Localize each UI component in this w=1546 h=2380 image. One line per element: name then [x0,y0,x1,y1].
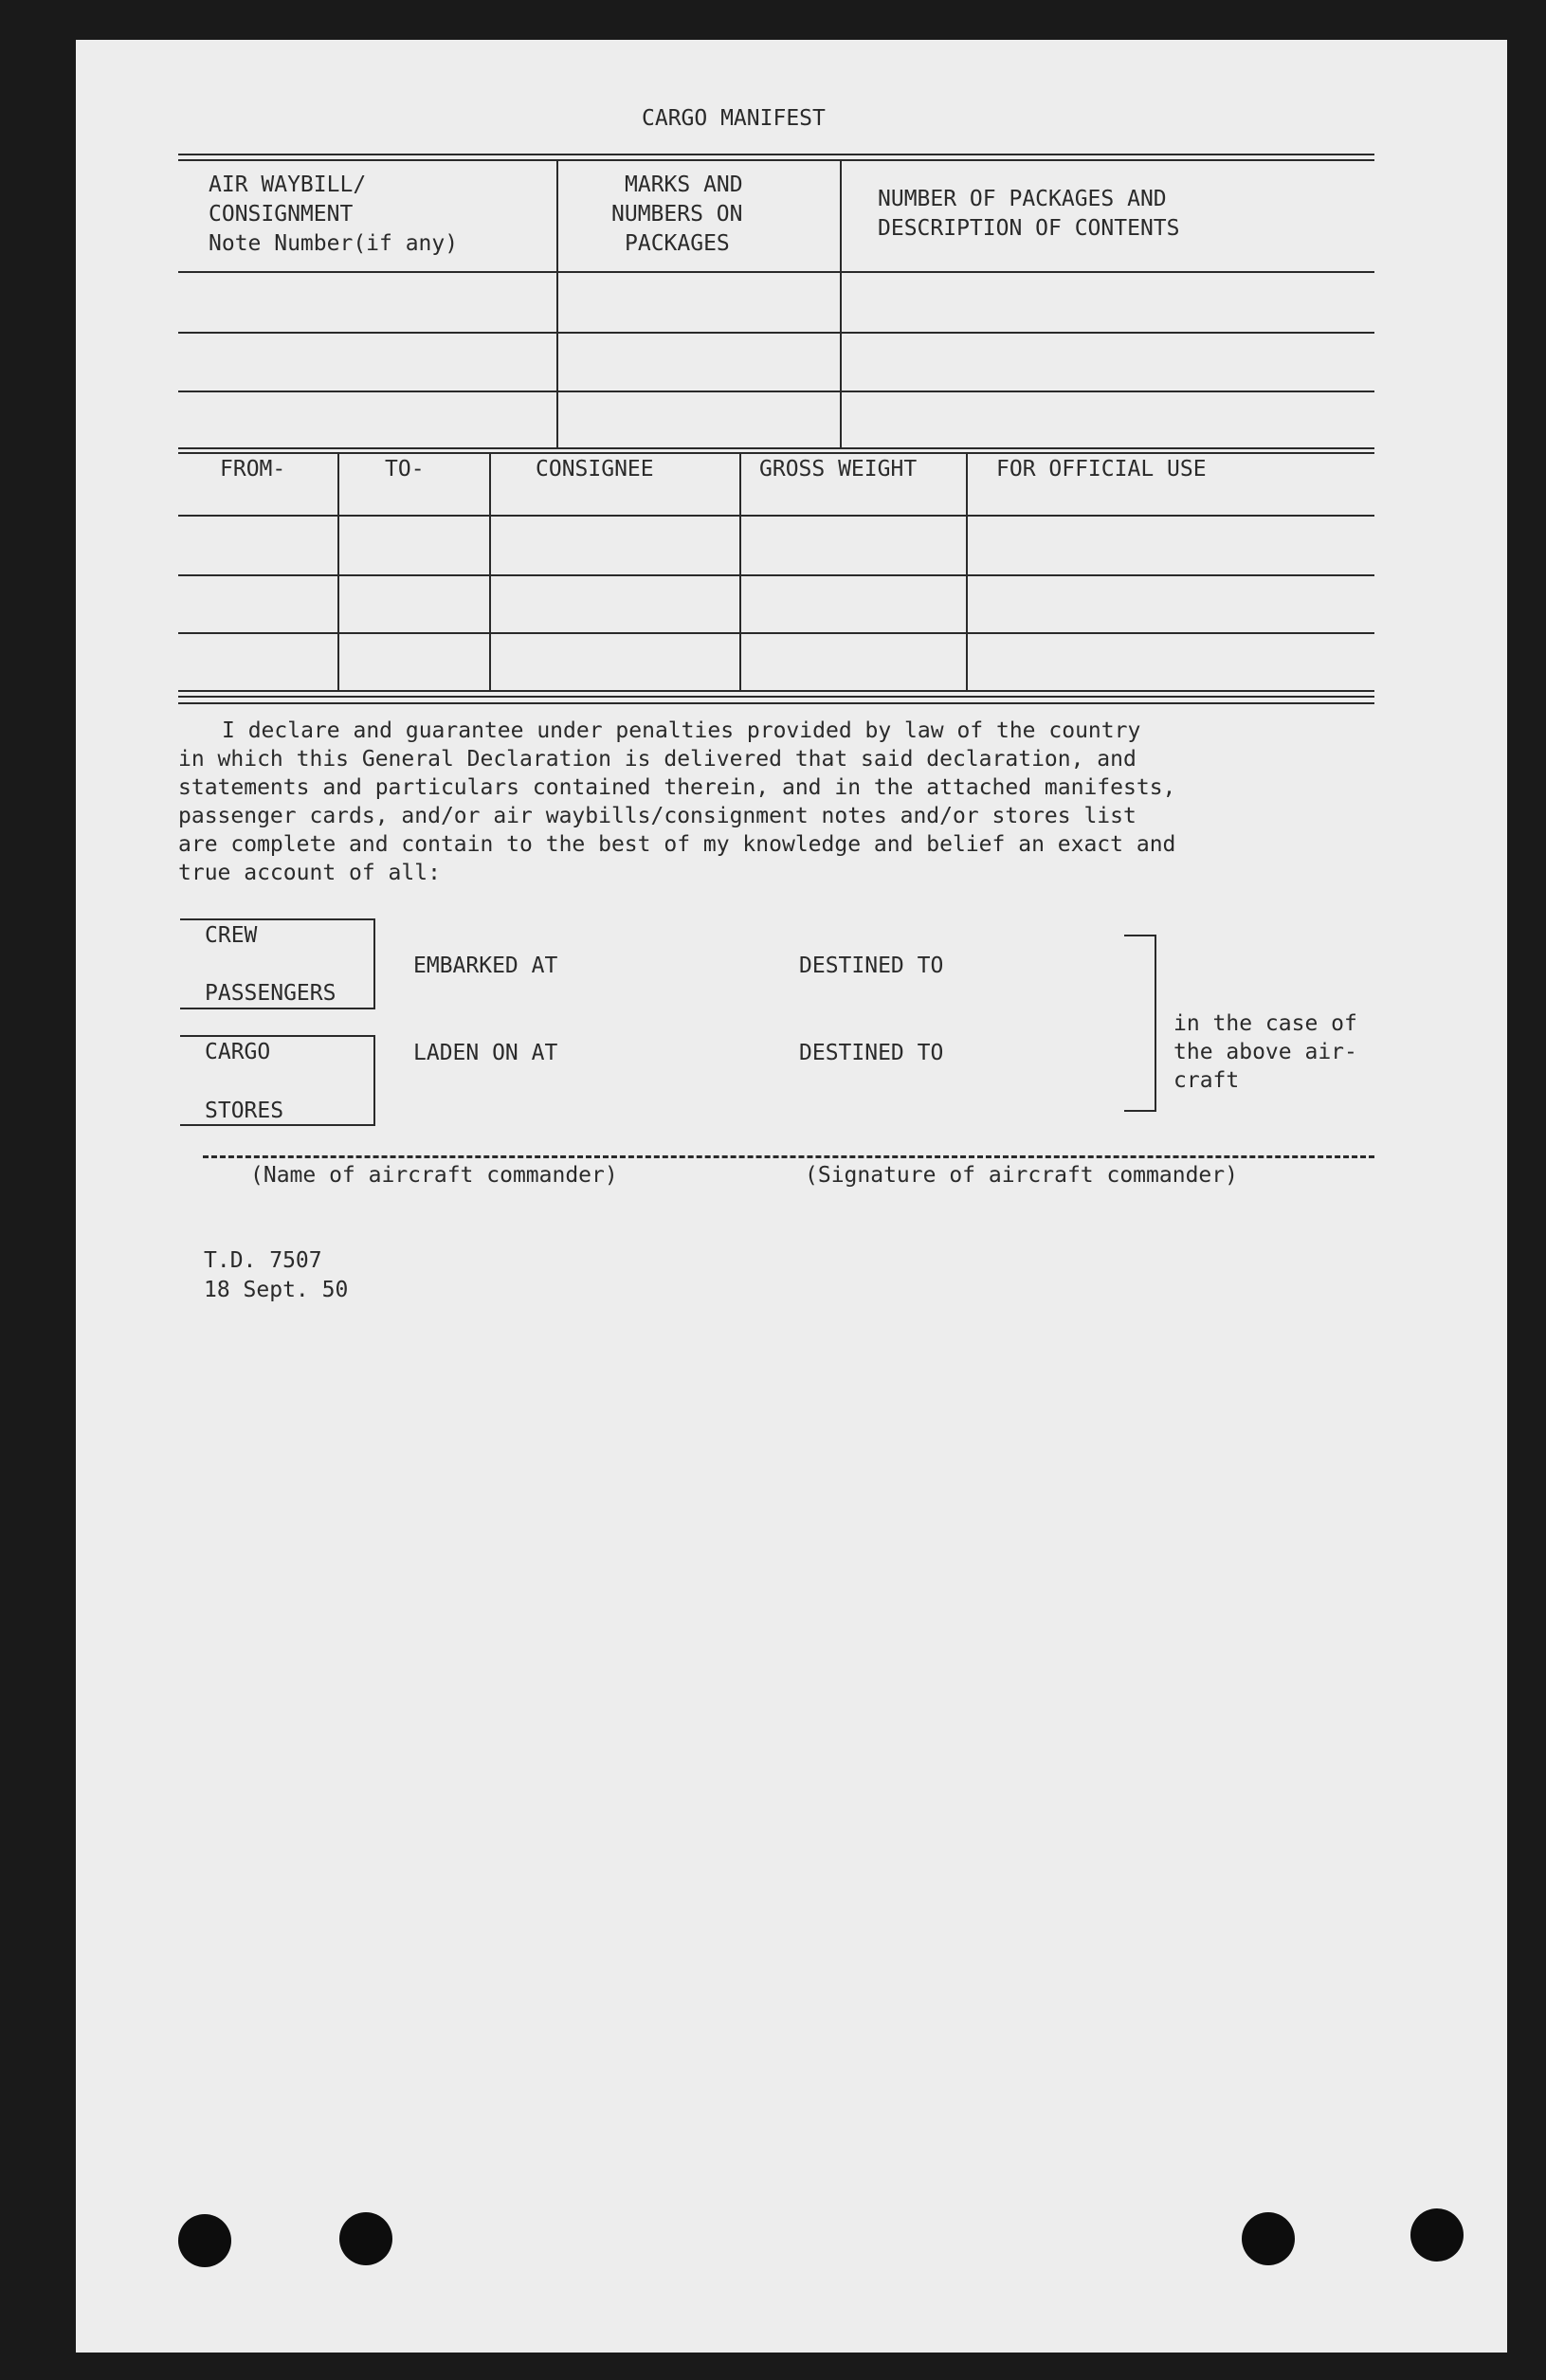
cargo-label: CARGO [205,1040,271,1064]
table1-bottom-rule [178,447,1374,449]
table2-col-divider [739,452,741,692]
header-air-waybill-3: Note Number(if any) [209,231,459,256]
stores-label: STORES [205,1099,284,1123]
punch-hole [178,2214,231,2267]
header-air-waybill-1: AIR WAYBILL/ [209,173,367,197]
destined-to-label-2: DESTINED TO [799,1041,944,1065]
header-marks-2: NUMBERS ON [611,202,743,227]
table1-row-line [178,271,1374,273]
form-date: 18 Sept. 50 [204,1278,349,1302]
table1-row-line [178,391,1374,392]
laden-on-at-label: LADEN ON AT [413,1041,558,1065]
declaration-line-4: passenger cards, and/or air waybills/consignment notes and/or stores list [178,804,1137,828]
header-marks-1: MARKS AND [625,173,743,197]
table2-bottom-rule-2 [178,696,1374,698]
header-from: FROM- [220,457,286,481]
case-note-line-1: in the case of [1173,1011,1357,1036]
destined-to-label-1: DESTINED TO [799,954,944,978]
case-note-line-3: craft [1173,1068,1240,1093]
header-packages-2: DESCRIPTION OF CONTENTS [878,216,1180,241]
header-packages-1: NUMBER OF PACKAGES AND [878,187,1167,211]
header-official-use: FOR OFFICIAL USE [996,457,1207,481]
declaration-line-6: true account of all: [178,861,441,885]
header-air-waybill-2: CONSIGNMENT [209,202,354,227]
header-gross-weight: GROSS WEIGHT [759,457,918,481]
table1-col-divider [556,159,558,449]
table1-top-rule-2 [178,159,1374,161]
document-page [76,40,1507,2353]
header-marks-3: PACKAGES [625,231,730,256]
declaration-line-1: I declare and guarantee under penalties provided by law of the country [222,718,1141,743]
crew-box-right [373,918,375,1009]
embarked-at-label: EMBARKED AT [413,954,558,978]
punch-hole [1410,2208,1464,2262]
table1-row-line [178,332,1374,334]
declaration-line-2: in which this General Declaration is delivered that said declaration, and [178,747,1137,772]
table1-bottom-rule-2 [178,452,1374,454]
table2-bottom-rule [178,690,1374,692]
cargo-box-right [373,1035,375,1126]
declaration-line-3: statements and particulars contained therein, and in the attached manifests, [178,775,1176,800]
table2-row-line [178,574,1374,576]
table2-col-divider [337,452,339,692]
table2-bottom-rule-3 [178,702,1374,704]
declaration-line-5: are complete and contain to the best of my knowledge and belief an exact and [178,832,1176,857]
signature-dashed-line [203,1155,1374,1158]
punch-hole [1242,2212,1295,2265]
form-title: CARGO MANIFEST [642,106,826,131]
punch-hole [339,2212,392,2265]
case-bracket [1124,935,1156,1112]
crew-box-top [180,918,375,920]
form-number: T.D. 7507 [204,1248,322,1273]
table1-col-divider [840,159,842,449]
passengers-label: PASSENGERS [205,981,336,1006]
table2-col-divider [489,452,491,692]
crew-label: CREW [205,923,258,948]
table1-top-rule [178,154,1374,155]
table2-row-line [178,632,1374,634]
case-note-line-2: the above air- [1173,1040,1357,1064]
table2-row-line [178,515,1374,517]
cargo-box-top [180,1035,375,1037]
commander-name-label: (Name of aircraft commander) [250,1163,618,1188]
header-to: TO- [385,457,425,481]
header-consignee: CONSIGNEE [536,457,654,481]
table2-col-divider [966,452,968,692]
commander-signature-label: (Signature of aircraft commander) [805,1163,1238,1188]
